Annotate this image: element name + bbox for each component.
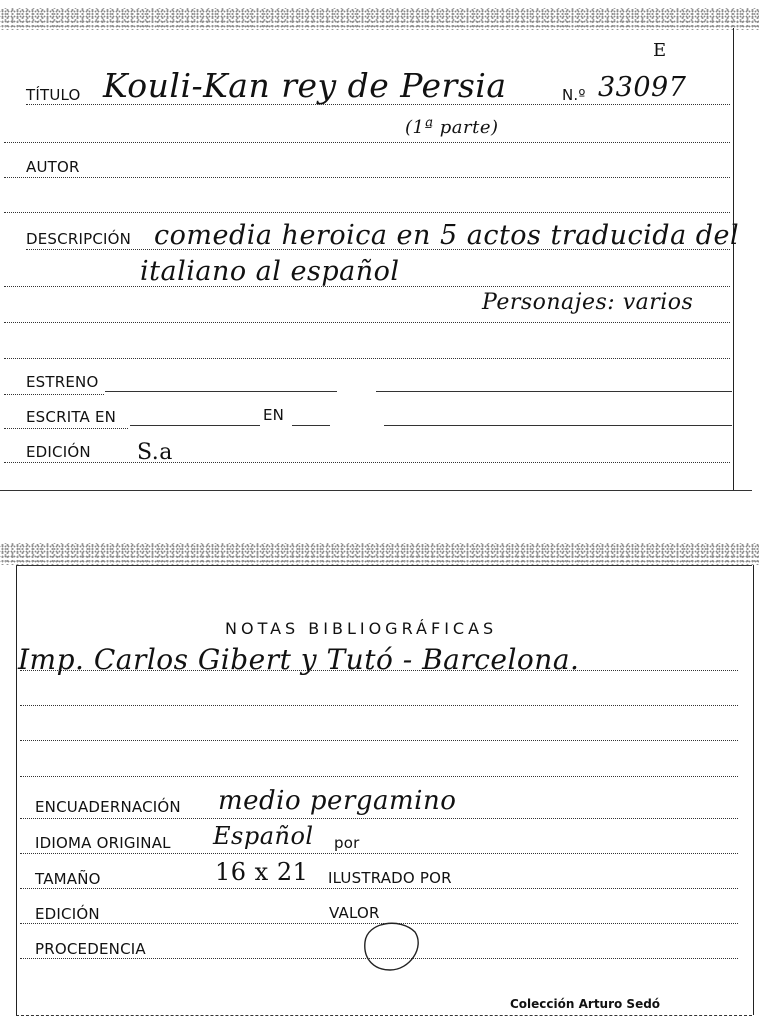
por-label: por bbox=[334, 834, 360, 852]
escrita-line-right bbox=[384, 425, 732, 426]
punch-hole-mark bbox=[355, 912, 430, 977]
descripcion-line-2: italiano al español bbox=[140, 256, 400, 287]
notas-line-1: Imp. Carlos Gibert y Tutó - Barcelona. bbox=[18, 643, 580, 676]
escrita-en-label: EN bbox=[263, 406, 285, 424]
numero-label: N.º bbox=[562, 86, 586, 104]
valor-label: VALOR bbox=[329, 904, 380, 922]
torn-edge-top bbox=[0, 8, 759, 30]
titulo-line bbox=[26, 104, 730, 105]
card-top-bottom-edge bbox=[0, 490, 752, 491]
procedencia-label: PROCEDENCIA bbox=[35, 940, 146, 958]
card-bottom-top-edge bbox=[16, 565, 752, 566]
descripcion-line-c bbox=[4, 322, 730, 323]
edicion-value-top: S.a bbox=[137, 440, 173, 465]
notas-line-a bbox=[20, 670, 738, 671]
tamano-value: 16 x 21 bbox=[215, 858, 309, 886]
blank-line-1 bbox=[4, 212, 730, 213]
descripcion-label: DESCRIPCIÓN bbox=[26, 230, 132, 248]
tamano-line bbox=[20, 888, 738, 889]
descripcion-line bbox=[26, 249, 730, 250]
encuadernacion-label: ENCUADERNACIÓN bbox=[35, 798, 181, 816]
notas-line-d bbox=[20, 776, 738, 777]
autor-label: AUTOR bbox=[26, 158, 80, 176]
edicion-label-bottom: EDICIÓN bbox=[35, 905, 100, 923]
descripcion-line-3: Personajes: varios bbox=[482, 290, 694, 315]
tamano-label: TAMAÑO bbox=[35, 870, 101, 888]
escrita-line bbox=[130, 425, 260, 426]
corner-mark: E bbox=[653, 40, 667, 61]
estreno-dots bbox=[4, 394, 104, 395]
idioma-line bbox=[20, 853, 738, 854]
escrita-en-line bbox=[292, 425, 330, 426]
notas-heading: NOTAS BIBLIOGRÁFICAS bbox=[225, 619, 498, 638]
card-bottom-bottom-edge bbox=[16, 1015, 752, 1016]
torn-edge-bottom bbox=[0, 543, 759, 565]
notas-line-c bbox=[20, 740, 738, 741]
notas-line-b bbox=[20, 705, 738, 706]
idioma-value: Español bbox=[213, 822, 314, 850]
idioma-label: IDIOMA ORIGINAL bbox=[35, 834, 171, 852]
descripcion-line-1: comedia heroica en 5 actos traducida del bbox=[154, 220, 740, 251]
estreno-line bbox=[105, 391, 337, 392]
ilustrado-label: ILUSTRADO POR bbox=[328, 869, 452, 887]
collection-footer: Colección Arturo Sedó bbox=[510, 997, 661, 1011]
edicion-line-top bbox=[4, 462, 730, 463]
encuadernacion-value: medio pergamino bbox=[218, 786, 457, 816]
numero-value: 33097 bbox=[598, 72, 687, 103]
titulo-value: Kouli-Kan rey de Persia bbox=[103, 66, 507, 105]
titulo-note: (1ª parte) bbox=[405, 117, 499, 138]
edicion-label-top: EDICIÓN bbox=[26, 443, 91, 461]
encuadernacion-line bbox=[20, 818, 738, 819]
escrita-label: ESCRITA EN bbox=[26, 408, 117, 426]
titulo-label: TÍTULO bbox=[26, 86, 81, 104]
autor-line bbox=[4, 177, 730, 178]
estreno-label: ESTRENO bbox=[26, 373, 99, 391]
descripcion-line-b bbox=[4, 286, 730, 287]
escrita-dots bbox=[4, 428, 128, 429]
titulo-line-2 bbox=[4, 142, 730, 143]
blank-line-2 bbox=[4, 358, 730, 359]
estreno-line-right bbox=[376, 391, 732, 392]
